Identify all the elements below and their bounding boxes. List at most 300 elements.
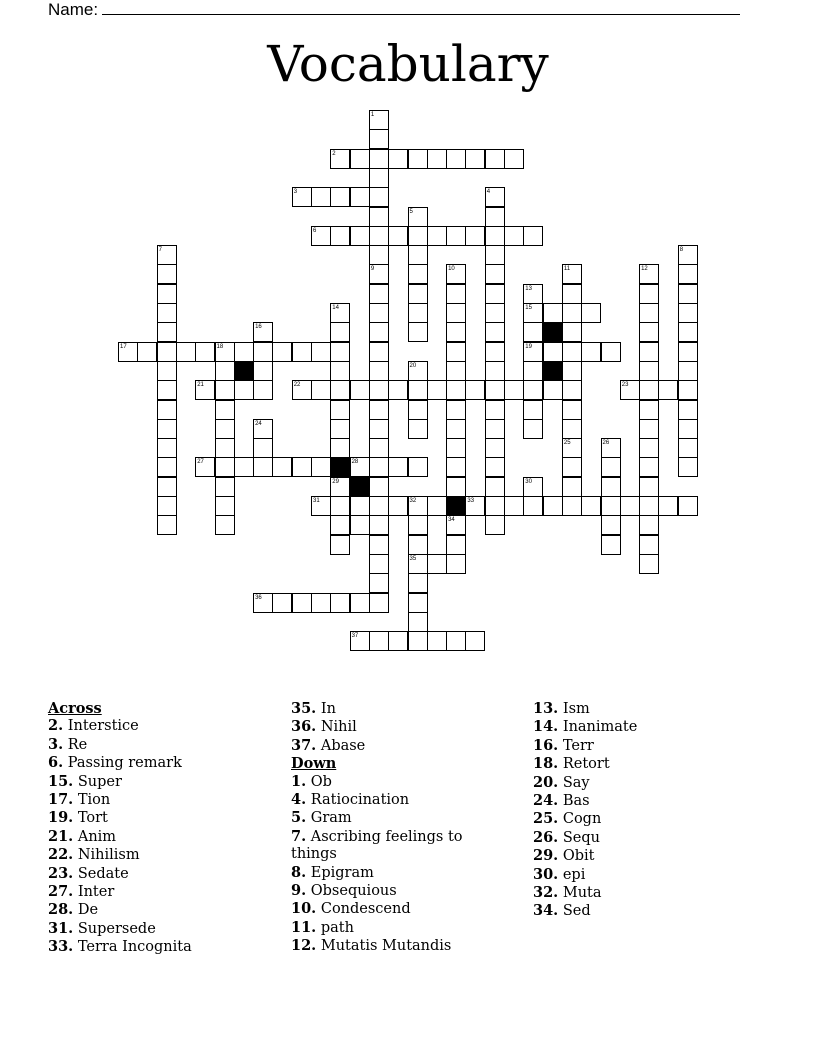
grid-cell[interactable] xyxy=(157,342,177,362)
grid-cell[interactable] xyxy=(408,573,428,593)
clue-number: 2 xyxy=(332,150,336,157)
grid-cell[interactable] xyxy=(543,380,563,400)
clue-item xyxy=(533,902,733,920)
grid-cell[interactable] xyxy=(350,226,370,246)
grid-cell[interactable] xyxy=(678,342,698,362)
grid-cell[interactable] xyxy=(330,593,350,613)
grid-cell[interactable] xyxy=(369,438,389,458)
grid-cell[interactable] xyxy=(465,631,485,651)
clue-item-number: 35. xyxy=(291,700,317,717)
grid-cell[interactable] xyxy=(446,149,466,169)
grid-cell[interactable] xyxy=(523,400,543,420)
grid-cell[interactable] xyxy=(369,457,389,477)
grid-cell[interactable] xyxy=(678,361,698,381)
grid-cell[interactable] xyxy=(678,303,698,323)
grid-cell[interactable] xyxy=(446,303,466,323)
grid-cell[interactable] xyxy=(446,226,466,246)
clue-item xyxy=(291,919,491,937)
clue-item xyxy=(291,700,491,718)
grid-cell[interactable] xyxy=(253,361,273,381)
grid-cell[interactable] xyxy=(253,438,273,458)
grid-cell[interactable] xyxy=(292,593,312,613)
grid-cell[interactable] xyxy=(234,380,254,400)
clue-number: 24 xyxy=(255,420,262,427)
grid-cell[interactable] xyxy=(350,515,370,535)
grid-block xyxy=(350,477,370,497)
grid-cell[interactable] xyxy=(408,419,428,439)
grid-cell[interactable] xyxy=(157,496,177,516)
grid-cell[interactable] xyxy=(543,303,563,323)
clue-item xyxy=(291,828,491,864)
grid-cell[interactable] xyxy=(369,419,389,439)
grid-cell[interactable] xyxy=(330,342,350,362)
grid-cell[interactable] xyxy=(408,593,428,613)
grid-cell[interactable] xyxy=(157,322,177,342)
grid-cell[interactable] xyxy=(292,457,312,477)
grid-cell[interactable] xyxy=(485,400,505,420)
grid-cell[interactable] xyxy=(581,342,601,362)
clue-number: 3 xyxy=(293,189,298,196)
grid-cell[interactable] xyxy=(330,400,350,420)
grid-cell[interactable] xyxy=(678,264,698,284)
clue-item-text: Sedate xyxy=(77,865,129,882)
grid-cell[interactable] xyxy=(485,207,505,227)
grid-cell[interactable] xyxy=(504,496,524,516)
grid-cell[interactable] xyxy=(369,207,389,227)
clue-item xyxy=(48,901,248,919)
grid-cell[interactable] xyxy=(523,380,543,400)
grid-cell[interactable] xyxy=(215,400,235,420)
grid-cell[interactable] xyxy=(639,419,659,439)
grid-cell[interactable] xyxy=(330,535,350,555)
grid-cell[interactable] xyxy=(330,438,350,458)
grid-cell[interactable] xyxy=(504,380,524,400)
clue-number: 23 xyxy=(621,382,629,389)
grid-cell[interactable] xyxy=(639,380,659,400)
grid-cell[interactable] xyxy=(369,322,389,342)
grid-cell[interactable] xyxy=(330,226,350,246)
clue-number: 32 xyxy=(409,498,417,504)
grid-cell[interactable] xyxy=(408,284,428,304)
grid-cell[interactable] xyxy=(369,535,389,555)
clue-item xyxy=(533,792,733,810)
grid-cell[interactable] xyxy=(639,554,659,574)
clue-item xyxy=(291,882,491,900)
clue-number: 14 xyxy=(332,305,339,311)
grid-cell[interactable] xyxy=(408,245,428,265)
grid-cell[interactable] xyxy=(581,496,601,516)
grid-cell[interactable] xyxy=(639,322,659,342)
grid-cell[interactable] xyxy=(292,342,312,362)
grid-cell[interactable] xyxy=(601,496,621,516)
grid-cell[interactable] xyxy=(485,322,505,342)
clue-item xyxy=(291,718,491,736)
clue-item-text: Muta xyxy=(562,885,602,902)
grid-cell[interactable] xyxy=(408,322,428,342)
grid-cell[interactable] xyxy=(215,496,235,516)
grid-cell[interactable] xyxy=(485,438,505,458)
grid-cell[interactable] xyxy=(330,187,350,207)
clue-item-text: Sequ xyxy=(562,829,600,846)
clue-item-number: 20. xyxy=(533,773,559,791)
grid-cell[interactable] xyxy=(485,149,505,169)
grid-cell[interactable] xyxy=(369,554,389,574)
grid-cell[interactable] xyxy=(157,400,177,420)
grid-cell[interactable] xyxy=(176,342,196,362)
grid-cell[interactable] xyxy=(465,226,485,246)
grid-cell[interactable] xyxy=(215,457,235,477)
grid-cell[interactable] xyxy=(485,515,505,535)
grid-cell[interactable] xyxy=(639,515,659,535)
clue-item-number: 22. xyxy=(48,846,74,864)
grid-cell[interactable] xyxy=(639,361,659,381)
grid-cell[interactable] xyxy=(408,264,428,284)
grid-cell[interactable] xyxy=(388,380,408,400)
grid-cell[interactable] xyxy=(388,631,408,651)
grid-cell[interactable] xyxy=(369,380,389,400)
grid-cell[interactable] xyxy=(427,149,447,169)
grid-cell[interactable] xyxy=(369,245,389,265)
grid-cell[interactable] xyxy=(639,438,659,458)
grid-cell[interactable] xyxy=(408,612,428,632)
grid-cell[interactable] xyxy=(215,438,235,458)
clue-item-number: 6. xyxy=(48,754,64,772)
grid-cell[interactable] xyxy=(562,303,582,323)
grid-cell[interactable] xyxy=(369,477,389,497)
grid-cell[interactable] xyxy=(330,322,350,342)
grid-cell[interactable] xyxy=(408,457,428,477)
grid-cell[interactable] xyxy=(543,342,563,362)
clue-item xyxy=(533,829,733,847)
clue-number: 31 xyxy=(313,498,320,504)
grid-cell[interactable] xyxy=(350,187,370,207)
clue-item-number: 3. xyxy=(48,735,64,753)
clue-item-number: 17. xyxy=(48,791,74,809)
grid-cell[interactable] xyxy=(408,226,428,246)
grid-cell[interactable] xyxy=(215,419,235,439)
clue-number: 17 xyxy=(120,343,127,350)
grid-cell[interactable] xyxy=(369,226,389,246)
grid-block xyxy=(446,496,466,516)
grid-cell[interactable] xyxy=(601,457,621,477)
grid-cell[interactable] xyxy=(639,303,659,323)
grid-cell[interactable] xyxy=(639,284,659,304)
grid-cell[interactable] xyxy=(658,496,678,516)
clue-number: 35 xyxy=(409,555,417,562)
clue-item-number: 9. xyxy=(291,882,307,900)
grid-cell[interactable] xyxy=(215,477,235,497)
grid-cell[interactable] xyxy=(195,342,215,362)
grid-cell[interactable] xyxy=(678,438,698,458)
grid-cell[interactable] xyxy=(369,515,389,535)
grid-cell[interactable] xyxy=(369,342,389,362)
grid-cell[interactable] xyxy=(369,593,389,613)
grid-cell[interactable] xyxy=(446,419,466,439)
grid-cell[interactable] xyxy=(485,342,505,362)
clue-number: 26 xyxy=(602,440,610,447)
clue-item xyxy=(48,791,248,809)
grid-cell[interactable] xyxy=(446,361,466,381)
grid-cell[interactable] xyxy=(523,322,543,342)
clue-item xyxy=(533,774,733,792)
clue-item-number: 21. xyxy=(48,827,74,845)
grid-cell[interactable] xyxy=(446,400,466,420)
grid-cell[interactable] xyxy=(408,380,428,400)
clue-item xyxy=(48,754,248,772)
grid-cell[interactable] xyxy=(446,342,466,362)
grid-cell[interactable] xyxy=(350,380,370,400)
grid-cell[interactable] xyxy=(253,457,273,477)
grid-cell[interactable] xyxy=(485,477,505,497)
grid-cell[interactable] xyxy=(157,438,177,458)
grid-cell[interactable] xyxy=(485,264,505,284)
grid-cell[interactable] xyxy=(330,361,350,381)
clue-item-text: De xyxy=(77,902,99,919)
grid-cell[interactable] xyxy=(311,593,331,613)
clue-item xyxy=(533,866,733,884)
clue-item-text: Cogn xyxy=(562,811,602,828)
grid-cell[interactable] xyxy=(311,457,331,477)
grid-cell[interactable] xyxy=(485,361,505,381)
clue-number: 29 xyxy=(332,478,339,485)
grid-cell[interactable] xyxy=(137,342,157,362)
clue-item-number: 27. xyxy=(48,883,74,901)
clue-item-text: Obsequious xyxy=(310,883,397,900)
grid-cell[interactable] xyxy=(157,419,177,439)
grid-cell[interactable] xyxy=(311,187,331,207)
grid-cell[interactable] xyxy=(157,457,177,477)
grid-cell[interactable] xyxy=(562,322,582,342)
grid-cell[interactable] xyxy=(485,226,505,246)
clue-item xyxy=(291,737,491,755)
clue-number: 34 xyxy=(448,517,455,524)
clue-item-number: 25. xyxy=(533,810,559,828)
grid-cell[interactable] xyxy=(485,284,505,304)
grid-cell[interactable] xyxy=(350,149,370,169)
grid-cell[interactable] xyxy=(485,457,505,477)
clue-number: 25 xyxy=(563,440,571,447)
grid-cell[interactable] xyxy=(157,515,177,535)
grid-cell[interactable] xyxy=(330,496,350,516)
grid-cell[interactable] xyxy=(562,477,582,497)
grid-cell[interactable] xyxy=(562,457,582,477)
grid-cell[interactable] xyxy=(408,400,428,420)
grid-cell[interactable] xyxy=(427,496,447,516)
grid-cell[interactable] xyxy=(446,322,466,342)
grid-cell[interactable] xyxy=(523,496,543,516)
grid-cell[interactable] xyxy=(485,419,505,439)
page-title: Vocabulary xyxy=(267,35,549,93)
grid-cell[interactable] xyxy=(408,149,428,169)
grid-cell[interactable] xyxy=(311,342,331,362)
grid-cell[interactable] xyxy=(562,380,582,400)
clue-number: 13 xyxy=(525,285,532,292)
grid-cell[interactable] xyxy=(485,245,505,265)
grid-cell[interactable] xyxy=(369,573,389,593)
clue-number: 30 xyxy=(525,478,532,485)
clue-number: 22 xyxy=(293,382,301,389)
grid-cell[interactable] xyxy=(446,631,466,651)
grid-cell[interactable] xyxy=(562,419,582,439)
grid-cell[interactable] xyxy=(272,593,292,613)
grid-cell[interactable] xyxy=(215,361,235,381)
grid-cell[interactable] xyxy=(562,342,582,362)
grid-cell[interactable] xyxy=(388,149,408,169)
grid-cell[interactable] xyxy=(523,361,543,381)
grid-cell[interactable] xyxy=(639,477,659,497)
grid-cell[interactable] xyxy=(504,149,524,169)
clue-number: 15 xyxy=(525,305,532,311)
grid-cell[interactable] xyxy=(427,554,447,574)
grid-cell[interactable] xyxy=(272,342,292,362)
grid-cell[interactable] xyxy=(369,400,389,420)
clue-item-number: 7. xyxy=(291,827,307,845)
grid-cell[interactable] xyxy=(369,149,389,169)
grid-cell[interactable] xyxy=(388,226,408,246)
clue-item xyxy=(533,810,733,828)
grid-cell[interactable] xyxy=(369,361,389,381)
clue-item xyxy=(48,773,248,791)
grid-cell[interactable] xyxy=(388,457,408,477)
clue-column-1 xyxy=(48,700,248,957)
grid-cell[interactable] xyxy=(485,380,505,400)
grid-cell[interactable] xyxy=(639,496,659,516)
clue-item-text: Tort xyxy=(77,810,108,827)
grid-cell[interactable] xyxy=(620,496,640,516)
grid-block xyxy=(543,322,563,342)
grid-cell[interactable] xyxy=(523,419,543,439)
grid-cell[interactable] xyxy=(369,496,389,516)
grid-cell[interactable] xyxy=(446,554,466,574)
clue-number: 21 xyxy=(197,382,204,389)
grid-cell[interactable] xyxy=(157,264,177,284)
grid-cell[interactable] xyxy=(369,631,389,651)
clue-item-text: Nihil xyxy=(320,719,357,736)
grid-cell[interactable] xyxy=(446,438,466,458)
grid-cell[interactable] xyxy=(446,380,466,400)
grid-cell[interactable] xyxy=(311,380,331,400)
grid-cell[interactable] xyxy=(369,187,389,207)
grid-cell[interactable] xyxy=(408,515,428,535)
grid-cell[interactable] xyxy=(350,593,370,613)
grid-cell[interactable] xyxy=(408,535,428,555)
grid-cell[interactable] xyxy=(157,303,177,323)
grid-cell[interactable] xyxy=(369,168,389,188)
grid-cell[interactable] xyxy=(601,342,621,362)
grid-cell[interactable] xyxy=(562,400,582,420)
name-label: Name: xyxy=(48,0,99,19)
grid-cell[interactable] xyxy=(601,477,621,497)
clue-item-number: 10. xyxy=(291,900,317,918)
grid-cell[interactable] xyxy=(678,400,698,420)
grid-cell[interactable] xyxy=(581,303,601,323)
grid-cell[interactable] xyxy=(523,226,543,246)
grid-cell[interactable] xyxy=(157,284,177,304)
grid-cell[interactable] xyxy=(234,457,254,477)
grid-cell[interactable] xyxy=(427,631,447,651)
clue-item-text: Terr xyxy=(562,737,594,754)
grid-cell[interactable] xyxy=(330,380,350,400)
grid-cell[interactable] xyxy=(543,496,563,516)
clue-item xyxy=(48,828,248,846)
grid-cell[interactable] xyxy=(465,149,485,169)
grid-cell[interactable] xyxy=(465,380,485,400)
clue-number: 33 xyxy=(467,498,475,504)
grid-cell[interactable] xyxy=(330,419,350,439)
grid-cell[interactable] xyxy=(369,284,389,304)
grid-cell[interactable] xyxy=(678,419,698,439)
grid-cell[interactable] xyxy=(408,303,428,323)
grid-cell[interactable] xyxy=(678,380,698,400)
grid-cell[interactable] xyxy=(157,380,177,400)
grid-cell[interactable] xyxy=(215,515,235,535)
grid-cell[interactable] xyxy=(253,342,273,362)
grid-cell[interactable] xyxy=(446,477,466,497)
grid-cell[interactable] xyxy=(272,457,292,477)
grid-cell[interactable] xyxy=(678,322,698,342)
grid-cell[interactable] xyxy=(369,303,389,323)
clue-number: 8 xyxy=(679,247,684,254)
grid-cell[interactable] xyxy=(639,342,659,362)
grid-cell[interactable] xyxy=(157,477,177,497)
clue-item-text: Passing remark xyxy=(67,755,182,772)
clue-item-number: 16. xyxy=(533,736,559,754)
clue-item-number: 30. xyxy=(533,865,559,883)
grid-cell[interactable] xyxy=(658,380,678,400)
grid-cell[interactable] xyxy=(157,361,177,381)
grid-cell[interactable] xyxy=(678,496,698,516)
clue-number: 18 xyxy=(216,343,224,350)
grid-cell[interactable] xyxy=(601,515,621,535)
grid-cell[interactable] xyxy=(639,535,659,555)
clue-item-text: In xyxy=(320,701,336,717)
grid-cell[interactable] xyxy=(601,535,621,555)
grid-cell[interactable] xyxy=(408,631,428,651)
grid-cell[interactable] xyxy=(330,515,350,535)
grid-cell[interactable] xyxy=(253,380,273,400)
grid-cell[interactable] xyxy=(427,226,447,246)
grid-cell[interactable] xyxy=(639,400,659,420)
grid-cell[interactable] xyxy=(446,535,466,555)
grid-cell[interactable] xyxy=(562,496,582,516)
grid-cell[interactable] xyxy=(446,284,466,304)
grid-cell[interactable] xyxy=(234,342,254,362)
clue-item-number: 24. xyxy=(533,792,559,810)
grid-cell[interactable] xyxy=(678,284,698,304)
clue-number: 28 xyxy=(351,459,359,466)
grid-cell[interactable] xyxy=(639,457,659,477)
grid-cell[interactable] xyxy=(678,457,698,477)
grid-cell[interactable] xyxy=(562,361,582,381)
clue-item-number: 11. xyxy=(291,918,317,936)
grid-cell[interactable] xyxy=(446,457,466,477)
grid-cell[interactable] xyxy=(485,303,505,323)
clue-item xyxy=(48,846,248,864)
grid-cell[interactable] xyxy=(369,129,389,149)
clue-item xyxy=(533,737,733,755)
grid-cell[interactable] xyxy=(504,226,524,246)
clue-item-number: 36. xyxy=(291,718,317,736)
clue-item-text: Retort xyxy=(562,756,610,773)
grid-cell[interactable] xyxy=(562,284,582,304)
grid-cell[interactable] xyxy=(485,496,505,516)
clue-item-number: 14. xyxy=(533,718,559,736)
grid-cell[interactable] xyxy=(350,496,370,516)
grid-cell[interactable] xyxy=(215,380,235,400)
grid-cell[interactable] xyxy=(388,496,408,516)
grid-cell[interactable] xyxy=(427,380,447,400)
clue-number: 1 xyxy=(370,112,375,118)
